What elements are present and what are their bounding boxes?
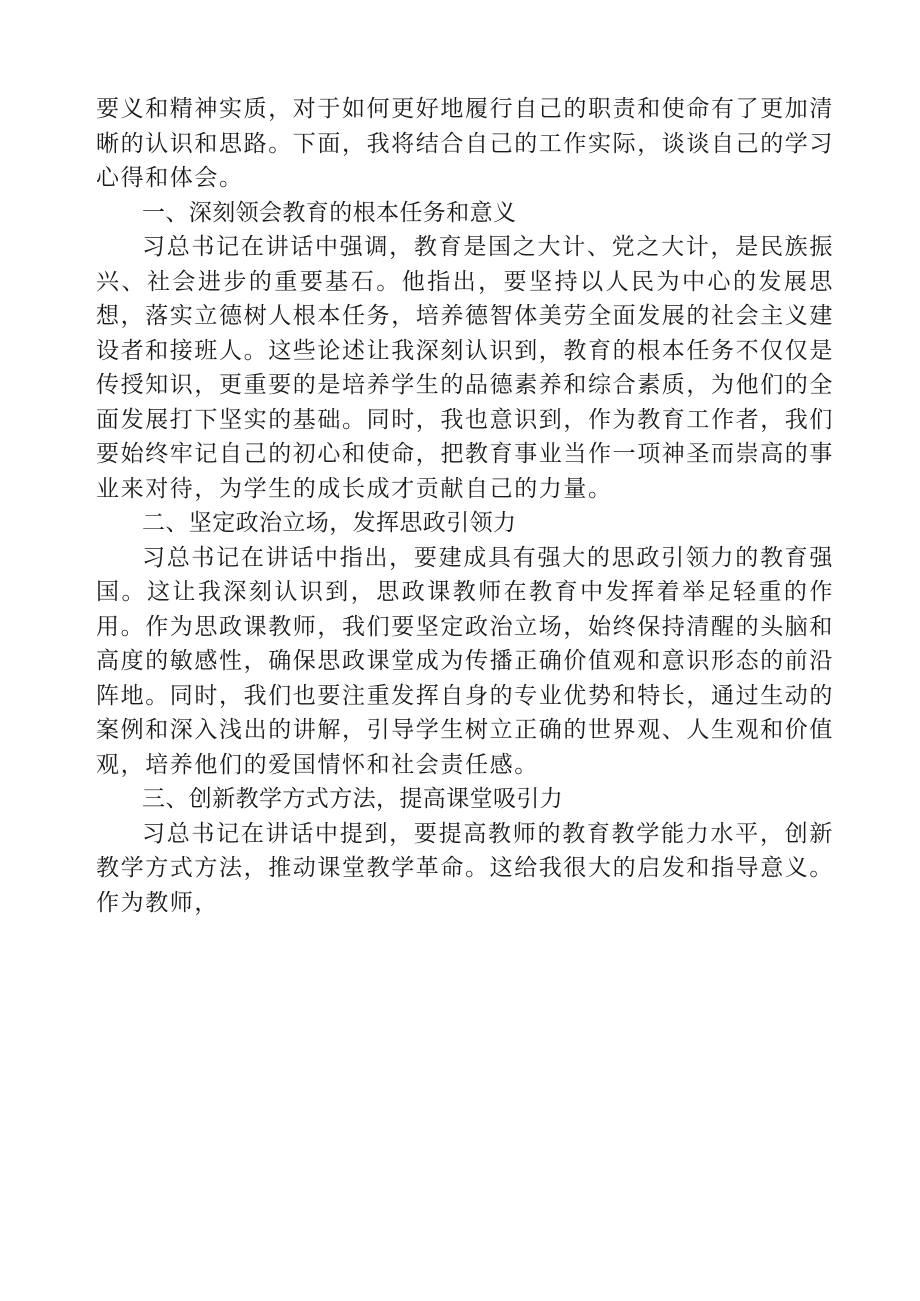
section-3-paragraph: 习总书记在讲话中提到，要提高教师的教育教学能力水平，创新教学方式方法，推动课堂教学革命。这给我很大的启发和指导意义。作为教师， xyxy=(96,820,834,916)
section-2-paragraph: 习总书记在讲话中指出，要建成具有强大的思政引领力的教育强国。这让我深刻认识到，思政课教师在教育中发挥着举足轻重的作用。作为思政课教师，我们要坚定政治立场，始终保持清醒的头脑和高度的敏感性，确保思政课堂成为传播正确价值观和意识形态的前沿阵地。同时，我们也要注重发挥自身的专业优势和特长，通过生动的案例和深入浅出的讲解，引导学生树立正确的世界观、人生观和价值观，培养他们的爱国情怀和社会责任感。 xyxy=(96,544,834,778)
document-body xyxy=(96,92,834,920)
section-1-paragraph: 习总书记在讲话中强调，教育是国之大计、党之大计，是民族振兴、社会进步的重要基石。他指出，要坚持以人民为中心的发展思想，落实立德树人根本任务，培养德智体美劳全面发展的社会主义建设者和接班人。这些论述让我深刻认识到，教育的根本任务不仅仅是传授知识，更重要的是培养学生的品德素养和综合素质，为他们的全面发展打下坚实的基础。同时，我也意识到，作为教育工作者，我们要始终牢记自己的初心和使命，把教育事业当作一项神圣而崇高的事业来对待，为学生的成长成才贡献自己的力量。 xyxy=(96,234,834,502)
section-3-heading: 三、创新教学方式方法，提高课堂吸引力 xyxy=(142,786,564,812)
intro-paragraph: 要义和精神实质，对于如何更好地履行自己的职责和使命有了更加清晰的认识和思路。下面，我将结合自己的工作实际，谈谈自己的学习心得和体会。 xyxy=(96,96,834,191)
section-1-heading: 一、深刻领会教育的根本任务和意义 xyxy=(142,199,517,226)
section-2-heading: 二、坚定政治立场，发挥思政引领力 xyxy=(142,510,517,536)
